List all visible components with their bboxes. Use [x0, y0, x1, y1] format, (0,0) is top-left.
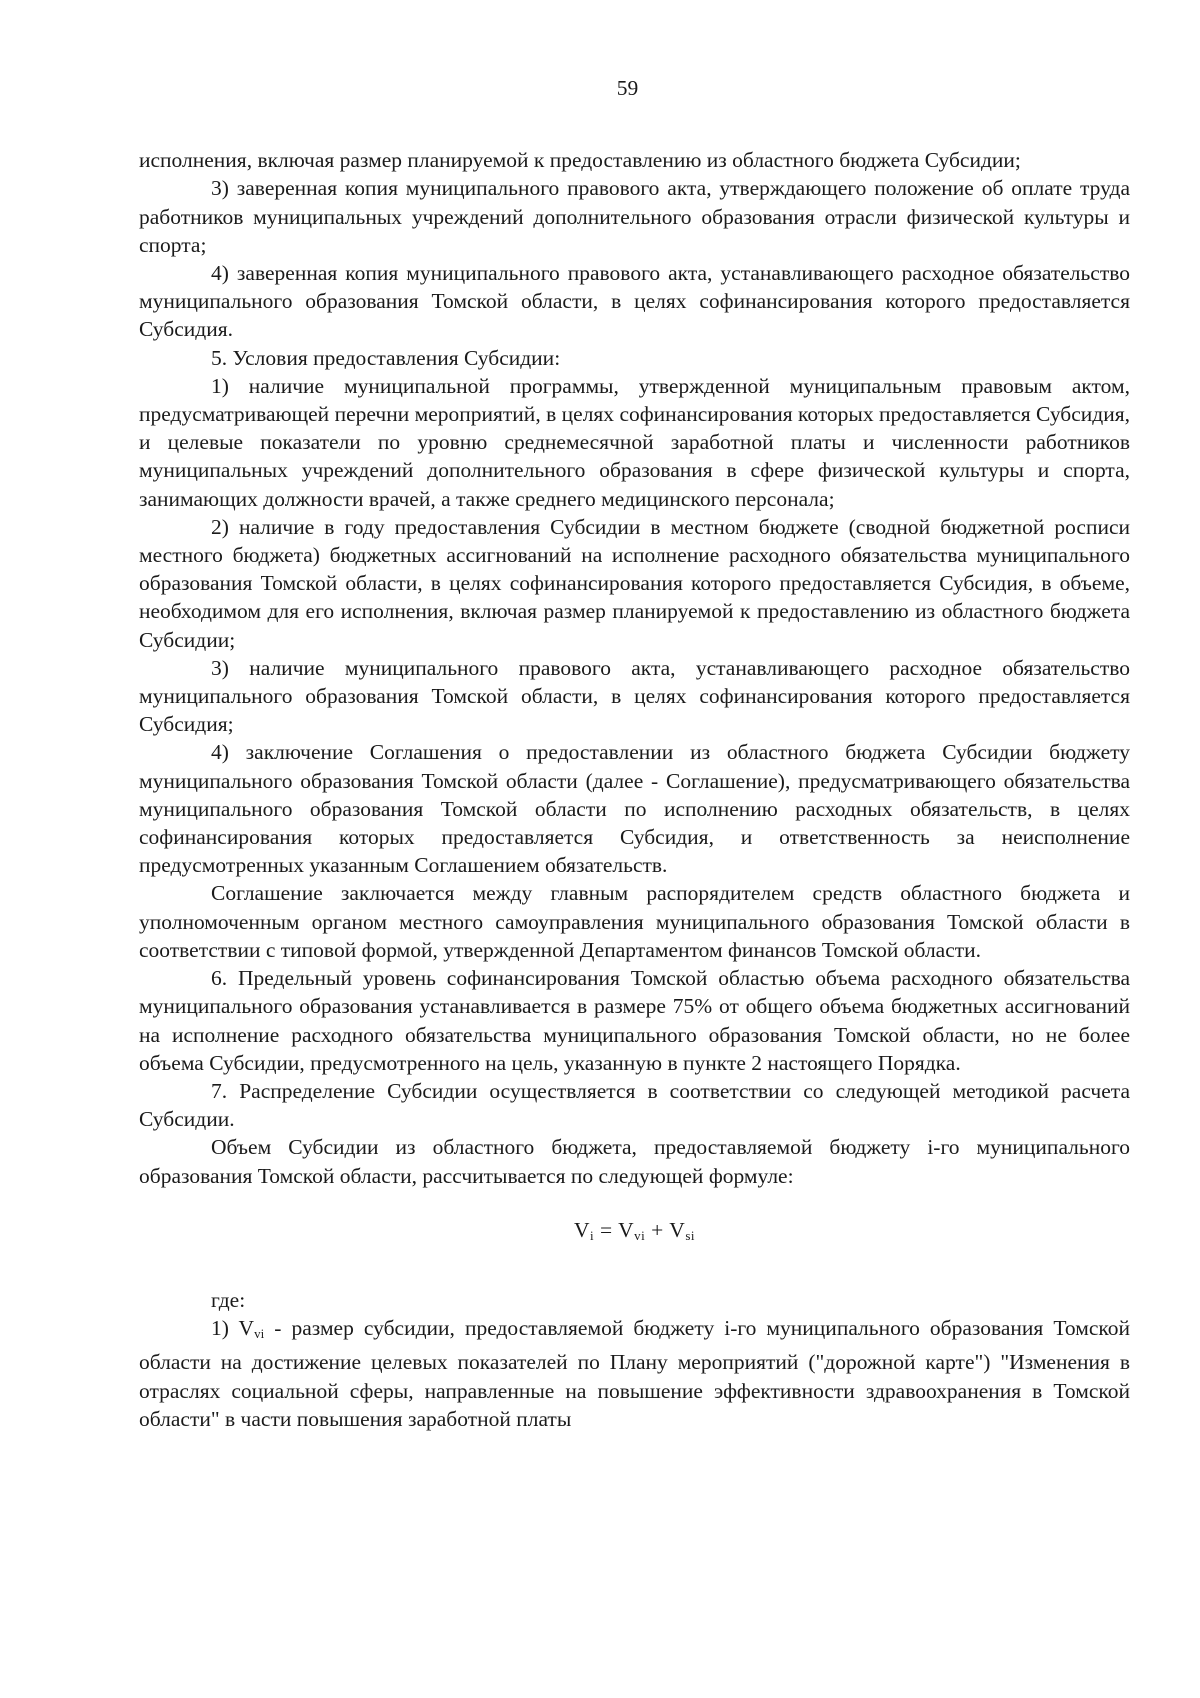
page-number: 59 — [616, 76, 639, 100]
paragraph-definition-vvi — [139, 1314, 1130, 1433]
definition-sub: vi — [254, 1326, 265, 1342]
paragraph-section-7: 7. Распределение Субсидии осуществляется в соответствии со следующей методикой расчета Субсидии. — [139, 1078, 1130, 1132]
paragraph-section-5-heading: 5. Условия предоставления Субсидии: — [211, 345, 561, 370]
paragraph-formula-intro: Объем Субсидии из областного бюджета, предоставляемой бюджету i-го муниципального образования Томской области, рассчитывается по следующей формуле: — [139, 1135, 1130, 1188]
formula-plus: + — [645, 1217, 670, 1242]
paragraph-condition-1: 1) наличие муниципальной программы, утвержденной муниципальным правовым актом, предусматривающей перечни мероприятий, в целях софинансирования которых предоставляется Субсидия, и целевые показатели по уровню среднемесячной заработной платы и численности работников муниципальных учреждений дополнительного образования в сфере физической культуры и спорта, занимающих должности врачей, а также среднего медицинского персонала; — [139, 373, 1130, 511]
formula-sub-vi: vi — [634, 1227, 646, 1243]
definition-prefix: 1) V — [211, 1316, 255, 1341]
formula-equals: = — [594, 1217, 619, 1242]
where-label: где: — [211, 1287, 246, 1312]
paragraph-condition-3: 3) наличие муниципального правового акта, устанавливающего расходное обязательство муниципального образования Томской области, в целях софинансирования которого предоставляется Субсидия; — [139, 655, 1130, 737]
paragraph-condition-2: 2) наличие в году предоставления Субсидии в местном бюджете (сводной бюджетной росписи местного бюджета) бюджетных ассигнований на исполнение расходного обязательства муниципального образования Томской области, в целях софинансирования которого предоставляется Субсидия, в объеме, необходимом для его исполнения, включая размер планируемой к предоставлению из областного бюджета Субсидии; — [139, 514, 1130, 652]
paragraph-section-6: 6. Предельный уровень софинансирования Томской областью объема расходного обязательства муниципального образования устанавливается в размере 75% от общего объема бюджетных ассигнований на исполнение расходного обязательства муниципального образования Томской области, но не более объема Субсидии, предусмотренного на цель, указанную в пункте 2 настоящего Порядка. — [139, 966, 1130, 1075]
paragraph-item-4-copy-obligation-act: 4) заверенная копия муниципального правового акта, устанавливающего расходное обязательство муниципального образования Томской области, в целях софинансирования которого предоставляется Субсидия. — [139, 261, 1130, 342]
paragraph-continuation: исполнения, включая размер планируемой к предоставлению из областного бюджета Субсидии; — [139, 148, 1021, 173]
formula-var-v: V — [573, 1217, 591, 1242]
formula-var-v: V — [618, 1217, 635, 1242]
definition-text: - размер субсидии, предоставляемой бюджету i-го муниципального образования Томской области на достижение целевых показателей по Плану мероприятий ("дорожной карте") "Изменения в отраслях социальной сферы, направленные на повышение эффективности здравоохранения в Томской области" в части повышения заработной платы — [139, 1316, 1130, 1431]
paragraph-condition-4: 4) заключение Соглашения о предоставлении из областного бюджета Субсидии бюджету муниципального образования Томской области (далее - Соглашение), предусматривающего обязательства муниципального образования Томской области по исполнению расходных обязательств, в целях софинансирования которых предоставляется Субсидия, и ответственность за неисполнение предусмотренных указанным Соглашением обязательств. — [139, 740, 1130, 878]
paragraph-agreement: Соглашение заключается между главным распорядителем средств областного бюджета и уполномоченным органом местного самоуправления муниципального образования Томской области в соответствии с типовой формой, утвержденной Департаментом финансов Томской области. — [139, 881, 1130, 962]
paragraph-item-3-copy-pay-act: 3) заверенная копия муниципального правового акта, утверждающего положение об оплате труда работников муниципальных учреждений дополнительного образования отрасли физической культуры и спорта; — [139, 176, 1130, 257]
formula-sub-i: i — [590, 1227, 595, 1243]
formula-var-v: V — [669, 1217, 686, 1242]
formula-sub-si: si — [685, 1227, 695, 1243]
subsidy-formula — [139, 1216, 1130, 1250]
